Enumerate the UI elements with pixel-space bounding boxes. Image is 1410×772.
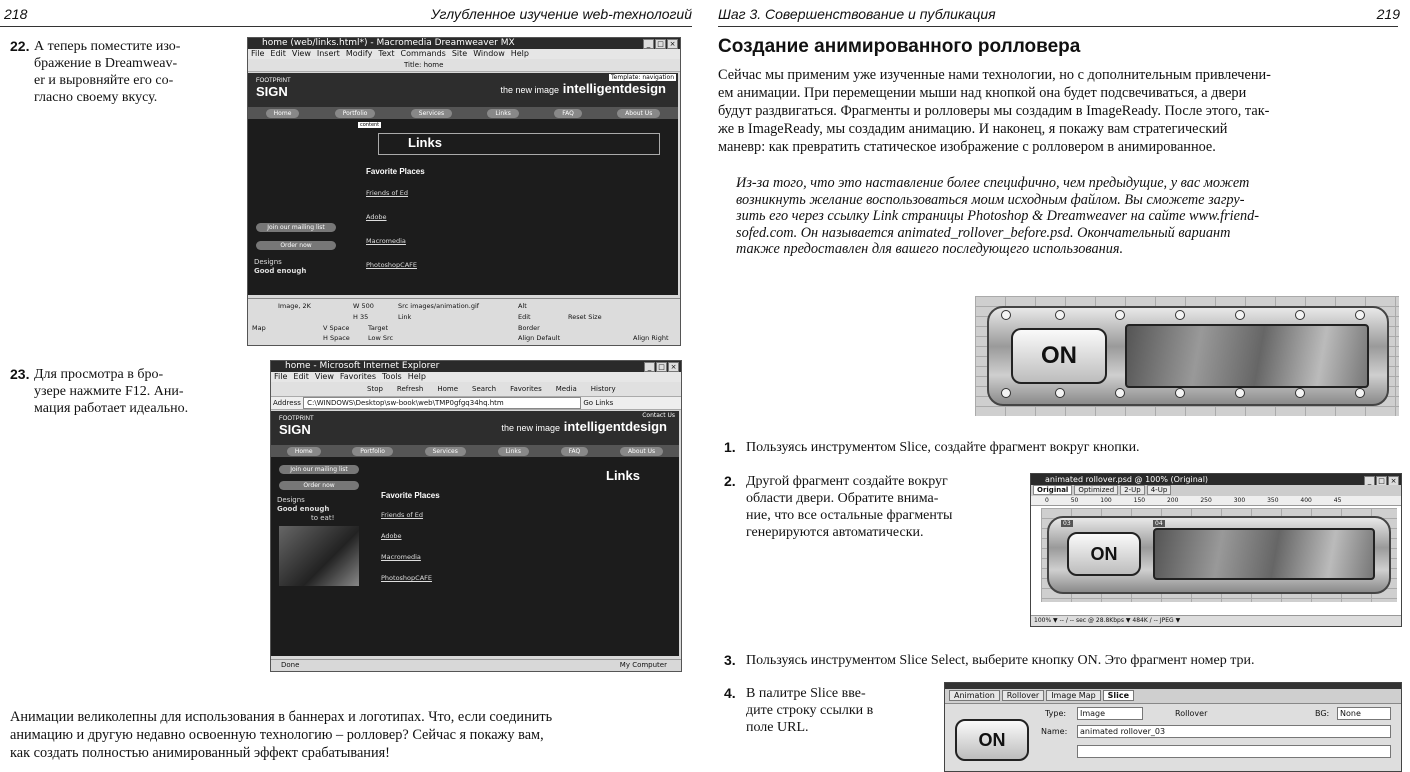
site-preview: FOOTPRINT SIGN the new image intelligentdesign Contact Us Home Portfolio Services Links FAQ About Us Join our mailing list Order now Designs Good enough to eat! Links Favorite Places Friends of Ed Adobe Macromedia PhotoshopCAFE [271,411,679,656]
window-title: home - Microsoft Internet Explorer _ □ × [271,361,681,372]
tab-slice[interactable]: Slice [1103,690,1134,701]
step-22 [10,38,240,128]
tab-animation[interactable]: Animation [949,690,1000,701]
rollover-image: ON [975,296,1399,416]
status-bar: Done My Computer [271,659,681,671]
site-preview: FOOTPRINT SIGN the new image intelligentdesign Template: navigation Home Portfolio Services Links FAQ About Us content Links Favorite Places Friends of Ed Adobe Macromedia PhotoshopCAFE Join our mailing list Order now Designs Good enough [248,73,678,295]
site-nav: Home Portfolio Services Links FAQ About Us [271,445,679,457]
ie-screenshot [270,360,682,672]
property-inspector: Image, 2K W 500 H 35 Src images/animation.gif Link Alt Edit Reset Size Map V Space Target Border H Space Low Src Align Default Align Right [248,298,680,345]
left-page [0,0,700,770]
intro-paragraph: Сейчас мы применим уже изученные нами технологии, но с дополнительным привлечени- ем анимации. При перемещении мыши над кнопкой она будет подсвечиваться, а двери будут раздвигаться. Фрагменты и ролловеры мы создадим в ImageReady. После этого, так- же в ImageReady, мы создадим анимацию. И наконец, я покажу вам стратегический маневр: как превратить статическое изображение с ролловером в анимированное. [718,67,1271,155]
rollover-checkbox[interactable]: Rollover [1175,709,1208,718]
window-title: home (web/links.html*) - Macromedia Dreamweaver MX _ □ × [248,38,680,49]
name-input[interactable]: animated rollover_03 [1077,725,1391,738]
address-bar: Address C:\WINDOWS\Desktop\sw-book\web\TMP0gfgq34hq.htm Go Links [271,397,681,410]
right-page [718,0,1410,770]
tab-image-map[interactable]: Image Map [1046,690,1100,701]
url-input[interactable] [1077,745,1391,758]
site-nav: Home Portfolio Services Links FAQ About Us [248,107,678,119]
ie-toolbar: Stop Refresh Home Search Favorites Media History [271,382,681,397]
menu-bar: File Edit View Favorites Tools Help [271,372,681,382]
imageready-window [1030,473,1402,627]
step-line: А теперь поместите изо- [34,39,181,54]
step-line: er и выровняйте его со- [34,73,174,88]
page-number-right: 219 [1376,6,1400,22]
step-number: 23. [10,366,30,382]
toolbar: Title: home [248,59,680,72]
step-line: мация работает идеально. [34,401,189,416]
view-tabs: Original Optimized 2-Up 4-Up [1031,485,1401,496]
ruler: 0 50 100 150 200 250 300 350 400 45 [1031,496,1401,506]
section-heading: Создание анимированного ролловера [718,36,1081,57]
step-line: Для просмотра в бро- [34,367,164,382]
step-4: 4. В палитре Slice вве- дите строку ссылки в поле URL. [724,685,874,735]
step-2: 2. Другой фрагмент создайте вокруг области двери. Обратите внима- ние, что все остальные фрагменты генерируются автоматически. [724,473,953,540]
site-header: FOOTPRINT SIGN the new image intelligentdesign Template: navigation [248,73,678,107]
bg-select[interactable]: None [1337,707,1391,720]
canvas: ON 03 04 [1041,508,1397,602]
step-1: 1. Пользуясь инструментом Slice, создайте фрагмент вокруг кнопки. [724,439,1140,455]
type-select[interactable]: Image [1077,707,1143,720]
dreamweaver-screenshot [247,37,681,346]
menu-bar: File Edit View Insert Modify Text Commands Site Window Help [248,49,680,59]
slice-palette: Animation Rollover Image Map Slice ON Type: Image Rollover BG: None Name: animated rollover_03 [944,682,1402,772]
palette-tabs [945,689,1401,704]
running-head-left: Углубленное изучение web-технологий [430,6,692,22]
header-rule [0,26,692,27]
closing-paragraph: Анимации великолепны для использования в баннерах и логотипах. Что, если соединить анимацию и другую недавно освоенную технологию – ролловер? Сейчас я покажу вам, как создать полностью анимированный эффект срабатывания! [10,709,553,761]
step-line: узере нажмите F12. Ани- [34,384,184,399]
note-paragraph: Из-за того, что это наставление более специфично, чем предыдущие, у вас может возникнуть желание воспользоваться моим исходным файлом. Вы сможете загру- зить его через ссылку Link страницы Photoshop & Dreamweaver на сайте www.friend- sofed.com. Он называется animated_rollover_before.psd. Окончательный вариант также предоставлен для вашего последующего использования. [736,175,1260,257]
step-line: бражение в Dreamweav- [34,56,178,71]
running-head-right: Шаг 3. Совершенствование и публикация [718,6,996,22]
step-line: гласно своему вкусу. [34,90,158,105]
page-number-left: 218 [4,6,28,22]
step-3: 3. Пользуясь инструментом Slice Select, выберите кнопку ON. Это фрагмент номер три. [724,652,1255,668]
tab-rollover[interactable]: Rollover [1002,690,1044,701]
step-number: 22. [10,38,30,54]
header-rule [718,26,1398,27]
status-bar: 100% ▼ -- / -- sec @ 28.8Kbps ▼ 484K / -- JPEG ▼ [1031,615,1401,626]
step-23 [10,366,250,426]
site-header: FOOTPRINT SIGN the new image intelligentdesign Contact Us [271,411,679,445]
window-title: animated rollover.psd @ 100% (Original) _ □ × [1031,474,1401,485]
